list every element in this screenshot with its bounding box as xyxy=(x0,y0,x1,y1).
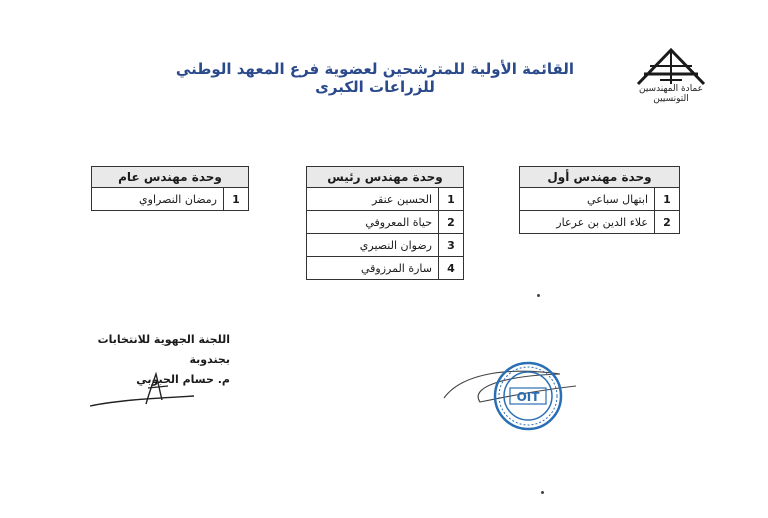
candidate-name: رمضان النصراوي xyxy=(92,188,224,211)
row-number: 2 xyxy=(439,211,464,234)
scan-speck xyxy=(541,491,544,494)
candidate-name: رضوان النصيري xyxy=(307,234,439,257)
candidate-name: الحسين عنقر xyxy=(307,188,439,211)
signature-left xyxy=(88,370,198,416)
table-row xyxy=(92,188,249,211)
table-title: وحدة مهندس رئيس xyxy=(307,167,464,188)
scan-speck xyxy=(537,294,540,297)
table-general-engineer xyxy=(91,166,249,211)
logo-caption: عمادة المهندسين التونسيين xyxy=(638,84,704,104)
row-number: 1 xyxy=(224,188,249,211)
table-row xyxy=(307,234,464,257)
candidate-name: حياة المعروفي xyxy=(307,211,439,234)
stamp-code: OIT xyxy=(516,390,540,404)
table-row xyxy=(307,211,464,234)
table-title: وحدة مهندس أول xyxy=(520,167,680,188)
candidate-name: ابتهال سباعي xyxy=(520,188,655,211)
official-stamp xyxy=(492,360,564,436)
row-number: 2 xyxy=(655,211,680,234)
page-title: القائمة الأولية للمترشحين لعضوية فرع المعهد الوطني للزراعات الكبرى xyxy=(175,60,575,96)
row-number: 1 xyxy=(439,188,464,211)
table-chief-engineer xyxy=(306,166,464,280)
table-row xyxy=(520,211,680,234)
signatory-name: م. حسام الحبوبي xyxy=(136,373,230,386)
table-row xyxy=(520,188,680,211)
table-first-engineer xyxy=(519,166,680,234)
row-number: 4 xyxy=(439,257,464,280)
table-row xyxy=(307,257,464,280)
candidate-name: سارة المرزوقي xyxy=(307,257,439,280)
row-number: 3 xyxy=(439,234,464,257)
row-number: 1 xyxy=(655,188,680,211)
committee-name: اللجنة الجهوية للانتخابات بجندوبة xyxy=(97,333,230,366)
table-title: وحدة مهندس عام xyxy=(92,167,249,188)
candidate-name: علاء الدين بن عرعار xyxy=(520,211,655,234)
table-row xyxy=(307,188,464,211)
